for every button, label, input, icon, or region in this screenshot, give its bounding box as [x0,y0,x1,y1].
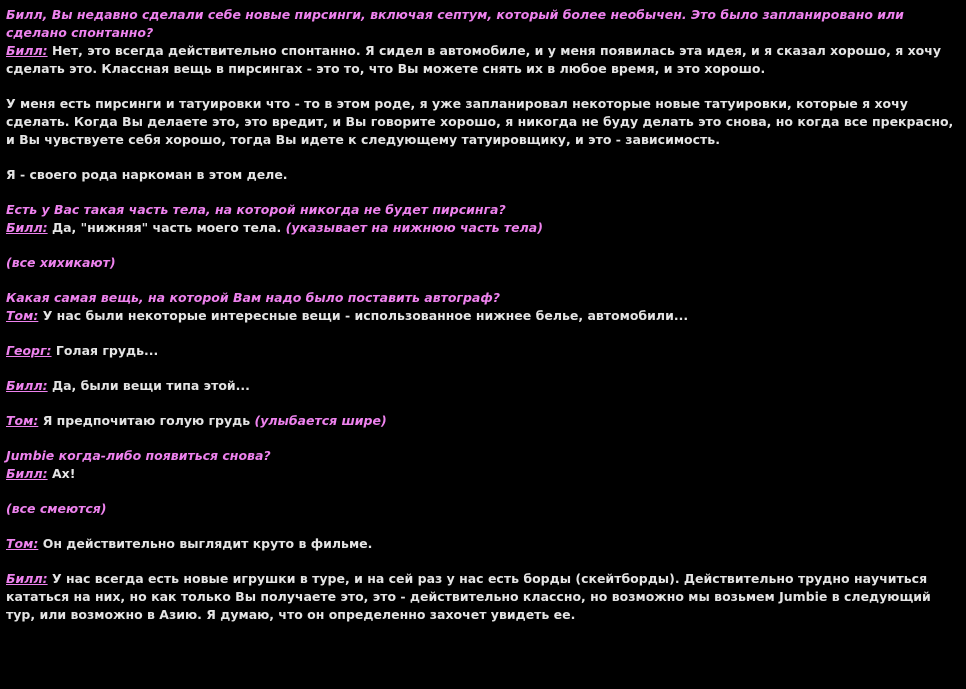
interview-block [6,377,954,395]
question-text: Билл, Вы недавно сделали себе новые пирсинги, включая септум, который более необычен. Это было запланировано или сделано спонтанно? [6,7,904,40]
speaker-label: Том: [6,536,39,551]
interview-block [6,447,954,483]
question-text: Есть у Вас такая часть тела, на которой никогда не будет пирсинга? [6,202,506,217]
answer-text: У нас были некоторые интересные вещи - использованное нижнее белье, автомобили... [38,308,689,323]
stage-note: (улыбается шире) [250,413,387,428]
answer-text: Он действительно выглядит круто в фильме. [38,536,373,551]
answer-text: Нет, это всегда действительно спонтанно. Я сидел в автомобиле, и у меня появилась эта идея, и я сказал хорошо, я хочу сделать это. Классная вещь в пирсингах - это то, что Вы можете снять их в любое время, и это хорошо. [6,43,941,76]
speaker-label: Билл: [6,466,48,481]
interview-block [6,570,954,624]
stage-note: (все хихикают) [6,255,116,270]
interview-block [6,6,954,78]
answer-paragraph [6,166,954,184]
interview-block [6,535,954,553]
speaker-label: Том: [6,413,39,428]
stage-note: (указывает на нижнюю часть тела) [281,220,543,235]
answer-text: Голая грудь... [51,343,159,358]
speaker-label: Билл: [6,378,48,393]
speaker-label: Билл: [6,571,48,586]
interview-block [6,289,954,325]
answer-text: У меня есть пирсинги и татуировки что - то в этом роде, я уже запланировал некоторые новые татуировки, которые я хочу сделать. Когда Вы делаете это, это вредит, и Вы говорите хорошо, я никогда не буду делать это снова, но когда все прекрасно, и Вы чувствуете себя хорошо, тогда Вы идете к следующему татуировщику, и это - зависимость. [6,96,954,147]
answer-text: Да, "нижняя" часть моего тела. [47,220,282,235]
speaker-label: Билл: [6,43,48,58]
answer-text: Да, были вещи типа этой... [47,378,250,393]
answer-text: Ах! [47,466,76,481]
answer-text: Я - своего рода наркоман в этом деле. [6,167,288,182]
question-text: Jumbie когда-либо появиться снова? [6,448,271,463]
speaker-label: Том: [6,308,39,323]
interview-block [6,342,954,360]
answer-text: Я предпочитаю голую грудь [38,413,251,428]
interview-block [6,201,954,237]
speaker-label: Георг: [6,343,52,358]
speaker-label: Билл: [6,220,48,235]
stage-note-paragraph [6,254,954,272]
stage-note: (все смеются) [6,501,107,516]
stage-note-paragraph [6,500,954,518]
answer-text: У нас всегда есть новые игрушки в туре, и на сей раз у нас есть борды (скейтборды). Действительно трудно научиться кататься на них, но как только Вы получаете это, это - действительно классно, но возможно мы возьмем Jumbie в следующий тур, или возможно в Азию. Я думаю, что он определенно захочет увидеть ее. [6,571,931,622]
question-text: Какая самая вещь, на которой Вам надо было поставить автограф? [6,290,501,305]
interview-block [6,412,954,430]
answer-paragraph [6,95,954,149]
